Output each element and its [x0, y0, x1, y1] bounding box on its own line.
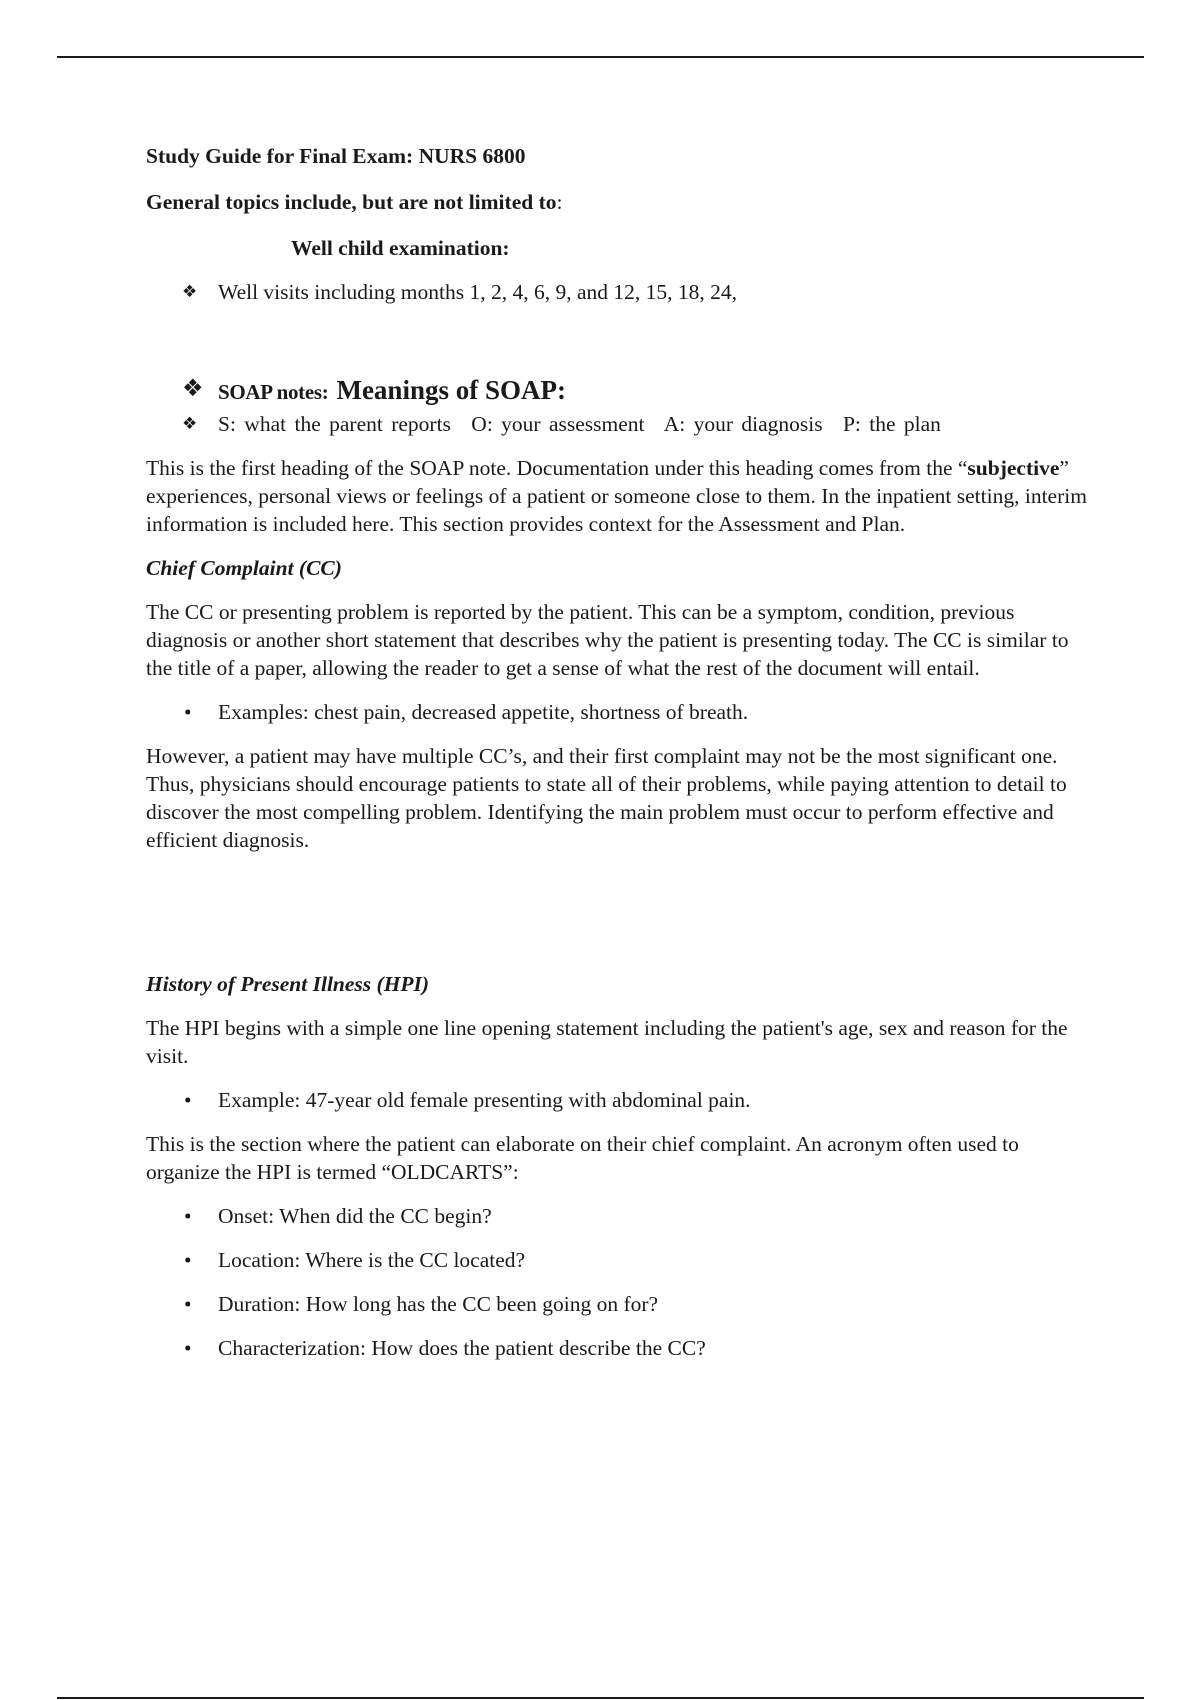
list-item [146, 1334, 1096, 1362]
cc-heading: Chief Complaint (CC) [146, 556, 342, 580]
cc-example-text: Examples: chest pain, decreased appetite, shortness of breath. [218, 700, 749, 724]
diamond-bullet-icon: ❖ [182, 282, 198, 302]
list-item [146, 1202, 1096, 1230]
bullet-icon: • [184, 1204, 192, 1228]
bullet-icon: • [184, 1088, 192, 1112]
list-item [146, 1290, 1096, 1318]
topics-text: General topics include, but are not limited to [146, 190, 557, 214]
soap-a: A: your diagnosis [663, 412, 823, 436]
page-title: Study Guide for Final Exam: NURS 6800 [146, 144, 526, 168]
document-body [146, 142, 1096, 1378]
soap-heading [146, 376, 1096, 406]
well-visits-text: Well visits including months 1, 2, 4, 6, 9, and 12, 15, 18, 24, [218, 280, 738, 304]
hpi-example-item [146, 1086, 1096, 1114]
diamond-bullet-icon: ❖ [182, 414, 198, 434]
bullet-icon: • [184, 1248, 192, 1272]
hpi-paragraph-2: This is the section where the patient can elaborate on their chief complaint. An acronym often used to organize the HPI is termed “OLDCARTS”: [146, 1132, 1019, 1184]
diamond-bullet-icon: ❖ [182, 374, 204, 402]
well-visits-item [146, 278, 1096, 306]
bullet-icon: • [184, 1292, 192, 1316]
cc-paragraph-2: However, a patient may have multiple CC’s, and their first complaint may not be the most significant one. Thus, physicians should encourage patients to state all of their problems, while paying attention to detail to discover the most compelling problem. Identifying the main problem must occur to perform effective and efficient diagnosis. [146, 744, 1067, 852]
intro-text-start: This is the first heading of the SOAP note. Documentation under this heading comes from the “ [146, 456, 968, 480]
topics-line [146, 188, 1096, 216]
cc-paragraph-1: The CC or presenting problem is reported by the patient. This can be a symptom, condition, previous diagnosis or another short statement that describes why the patient is presenting today. The CC is similar to the title of a paper, allowing the reader to get a sense of what the rest of the document will entail. [146, 600, 1069, 680]
topics-colon: : [556, 190, 563, 214]
soap-o: O: your assessment [471, 412, 645, 436]
oldcarts-onset: Onset: When did the CC begin? [218, 1204, 492, 1228]
oldcarts-characterization: Characterization: How does the patient describe the CC? [218, 1336, 706, 1360]
well-child-heading: Well child examination: [291, 236, 510, 260]
hpi-heading: History of Present Illness (HPI) [146, 972, 430, 996]
bottom-rule [57, 1697, 1144, 1699]
cc-example-item [146, 698, 1096, 726]
hpi-paragraph-1: The HPI begins with a simple one line opening statement including the patient's age, sex and reason for the visit. [146, 1016, 1068, 1068]
bullet-icon: • [184, 1336, 192, 1360]
soap-meanings: Meanings of SOAP: [336, 375, 566, 405]
hpi-example-text: Example: 47-year old female presenting with abdominal pain. [218, 1088, 751, 1112]
intro-bold-word: subjective [967, 456, 1060, 480]
oldcarts-duration: Duration: How long has the CC been going on for? [218, 1292, 659, 1316]
soap-definitions [146, 410, 1096, 438]
intro-text-end: ” experiences, personal views or feelings of a patient or someone close to them. In the inpatient setting, interim information is included here. This section provides context for the Assessment and Plan. [146, 456, 1087, 536]
oldcarts-location: Location: Where is the CC located? [218, 1248, 526, 1272]
subjective-intro [146, 454, 1096, 538]
top-rule [57, 56, 1144, 58]
list-item [146, 1246, 1096, 1274]
soap-s: S: what the parent reports [218, 412, 451, 436]
bullet-icon: • [184, 700, 192, 724]
soap-p: P: the plan [842, 412, 941, 436]
soap-label: SOAP notes: [218, 380, 329, 404]
